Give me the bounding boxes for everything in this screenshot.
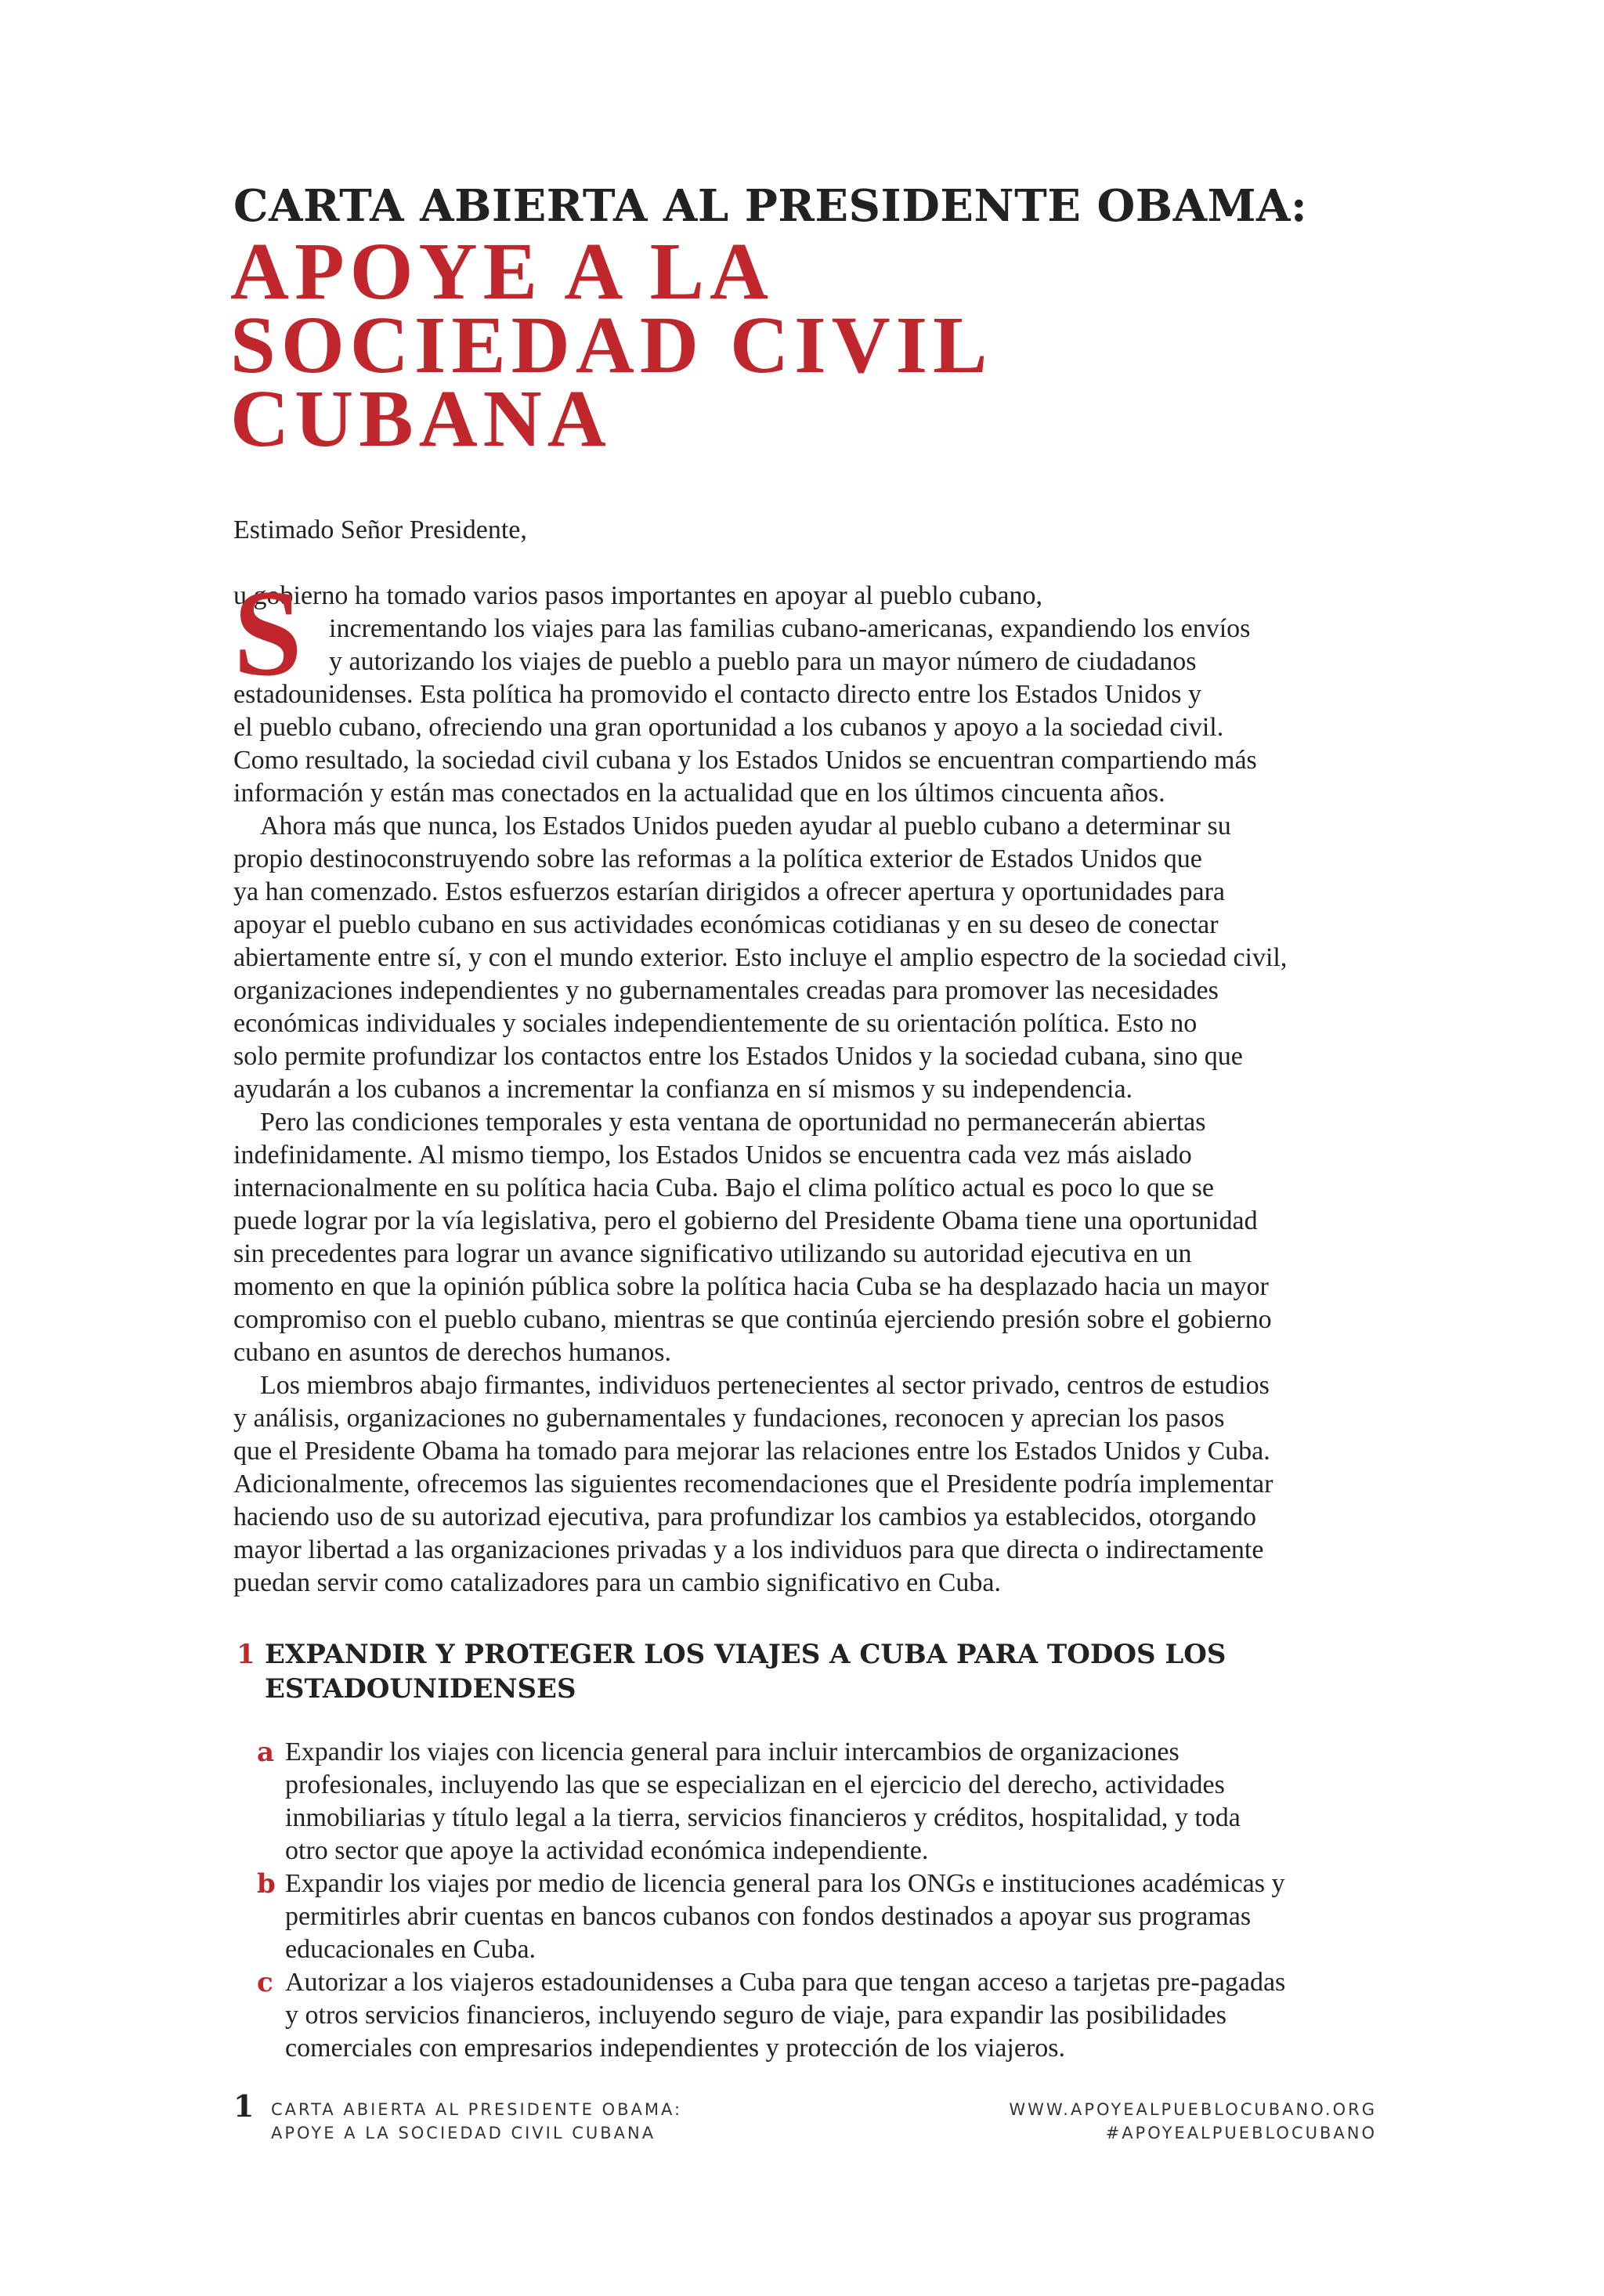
body-line: organizaciones independientes y no gubernamentales creadas para promover las necesidades [233, 976, 1219, 1005]
footer-document-title [271, 2098, 682, 2145]
list-item [257, 1966, 1413, 2065]
item-line: Expandir los viajes por medio de licencia general para los ONGs e instituciones académicas y [285, 1869, 1285, 1898]
item-line: inmobiliarias y título legal a la tierra, servicios financieros y créditos, hospitalidad, y toda [285, 1803, 1241, 1832]
item-line: permitirles abrir cuentas en bancos cubanos con fondos destinados a apoyar sus programas [285, 1902, 1252, 1931]
document-title: CARTA ABIERTA AL PRESIDENTE OBAMA: [233, 180, 1308, 232]
body-line: Pero las condiciones temporales y esta ventana de oportunidad no permanecerán abiertas [260, 1108, 1206, 1137]
body-line: y análisis, organizaciones no gubernamentales y fundaciones, reconocen y aprecian los pasos [233, 1404, 1225, 1433]
body-line: que el Presidente Obama ha tomado para mejorar las relaciones entre los Estados Unidos y Cuba. [233, 1437, 1270, 1466]
body-line: sin precedentes para lograr un avance significativo utilizando su autoridad ejecutiva en un [233, 1239, 1192, 1268]
paragraph [233, 1369, 1393, 1600]
body-line: ayudarán a los cubanos a incrementar la confianza en sí mismos y su independencia. [233, 1075, 1133, 1104]
item-line: Expandir los viajes con licencia general para incluir intercambios de organizaciones [285, 1737, 1180, 1766]
body-line: momento en que la opinión pública sobre la política hacia Cuba se ha desplazado hacia un mayor [233, 1272, 1269, 1301]
paragraph [233, 565, 1393, 810]
body-line: compromiso con el pueblo cubano, mientras se que continúa ejerciendo presión sobre el gobierno [233, 1305, 1272, 1334]
body-line: el pueblo cubano, ofreciendo una gran oportunidad a los cubanos y apoyo a la sociedad civil. [233, 713, 1224, 742]
item-line: Autorizar a los viajeros estadounidenses a Cuba para que tengan acceso a tarjetas pre-pagadas [285, 1968, 1286, 1997]
body-line: estadounidenses. Esta política ha promovido el contacto directo entre los Estados Unidos y [233, 680, 1201, 709]
page-number: 1 [233, 2088, 255, 2124]
body-line: internacionalmente en su política hacia Cuba. Bajo el clima político actual es poco lo que se [233, 1173, 1214, 1202]
item-line: comerciales con empresarios independientes y protección de los viajeros. [285, 2034, 1066, 2063]
list-item [257, 1736, 1413, 1868]
salutation: Estimado Señor Presidente, [233, 515, 527, 544]
section-number: 1 [237, 1639, 255, 1670]
subtitle-line: CUBANA [230, 374, 612, 464]
body-line: u gobierno ha tomado varios pasos importantes en apoyar al pueblo cubano, [233, 581, 1042, 610]
body-line: información y están mas conectados en la actualidad que en los últimos cincuenta años. [233, 779, 1165, 808]
body-line: Los miembros abajo firmantes, individuos pertenecientes al sector privado, centros de estudios [260, 1371, 1270, 1400]
section-title-line: ESTADOUNIDENSES [265, 1673, 576, 1705]
item-line: profesionales, incluyendo las que se especializan en el ejercicio del derecho, actividades [285, 1770, 1225, 1799]
item-line: otro sector que apoye la actividad económica independiente. [285, 1836, 929, 1865]
document-subtitle [230, 226, 1405, 464]
footer-line: APOYE A LA SOCIEDAD CIVIL CUBANA [271, 2124, 656, 2142]
footer-hashtag: #APOYEALPUEBLOCUBANO [1105, 2124, 1377, 2142]
subtitle-line: APOYE A LA [230, 226, 775, 316]
item-line: educacionales en Cuba. [285, 1935, 536, 1964]
body-line: Como resultado, la sociedad civil cubana y los Estados Unidos se encuentran compartiendo más [233, 746, 1257, 775]
body-line: económicas individuales y sociales independientemente de su orientación política. Esto no [233, 1009, 1198, 1038]
footer-website-link[interactable]: WWW.APOYEALPUEBLOCUBANO.ORG [1009, 2100, 1377, 2119]
body-line: puede lograr por la vía legislativa, pero el gobierno del Presidente Obama tiene una oportunidad [233, 1206, 1258, 1235]
body-line: mayor libertad a las organizaciones privadas y a los individuos para que directa o indirectamente [233, 1535, 1264, 1564]
paragraph [233, 1106, 1393, 1369]
drop-cap: S [233, 565, 302, 702]
body-line: ya han comenzado. Estos esfuerzos estarían dirigidos a ofrecer apertura y oportunidades para [233, 877, 1225, 906]
footer-line: CARTA ABIERTA AL PRESIDENTE OBAMA: [271, 2100, 683, 2119]
body-line: Ahora más que nunca, los Estados Unidos pueden ayudar al pueblo cubano a determinar su [260, 812, 1231, 841]
body-line: apoyar el pueblo cubano en sus actividades económicas cotidianas y en su deseo de conectar [233, 910, 1219, 939]
item-letter: b [257, 1868, 276, 1900]
section-title-line: EXPANDIR Y PROTEGER LOS VIAJES A CUBA PARA TODOS LOS [265, 1639, 1226, 1670]
paragraph [233, 810, 1393, 1106]
section-title [265, 1637, 1226, 1706]
subtitle-line: SOCIEDAD CIVIL [230, 300, 993, 390]
body-line: y autorizando los viajes de pueblo a pueblo para un mayor número de ciudadanos [329, 647, 1197, 676]
page-footer [233, 2088, 1377, 2153]
body-line: indefinidamente. Al mismo tiempo, los Estados Unidos se encuentra cada vez más aislado [233, 1141, 1192, 1170]
item-letter: c [257, 1967, 273, 1998]
body-line: solo permite profundizar los contactos entre los Estados Unidos y la sociedad cubana, sino que [233, 1042, 1243, 1071]
item-letter: a [257, 1737, 275, 1768]
body-line: abiertamente entre sí, y con el mundo exterior. Esto incluye el amplio espectro de la sociedad civil, [233, 943, 1288, 972]
body-line: incrementando los viajes para las familias cubano-americanas, expandiendo los envíos [329, 614, 1251, 643]
letter-body [233, 565, 1393, 1600]
body-line: cubano en asuntos de derechos humanos. [233, 1338, 671, 1367]
body-line: propio destinoconstruyendo sobre las reformas a la política exterior de Estados Unidos que [233, 844, 1202, 873]
body-line: Adicionalmente, ofrecemos las siguientes recomendaciones que el Presidente podría implementar [233, 1470, 1273, 1499]
list-item [257, 1868, 1413, 1966]
body-line: haciendo uso de su autorizad ejecutiva, para profundizar los cambios ya establecidos, otorgando [233, 1502, 1257, 1531]
item-line: y otros servicios financieros, incluyendo seguro de viaje, para expandir las posibilidades [285, 2001, 1226, 2030]
footer-links [1009, 2098, 1377, 2145]
body-line: puedan servir como catalizadores para un cambio significativo en Cuba. [233, 1568, 1001, 1597]
